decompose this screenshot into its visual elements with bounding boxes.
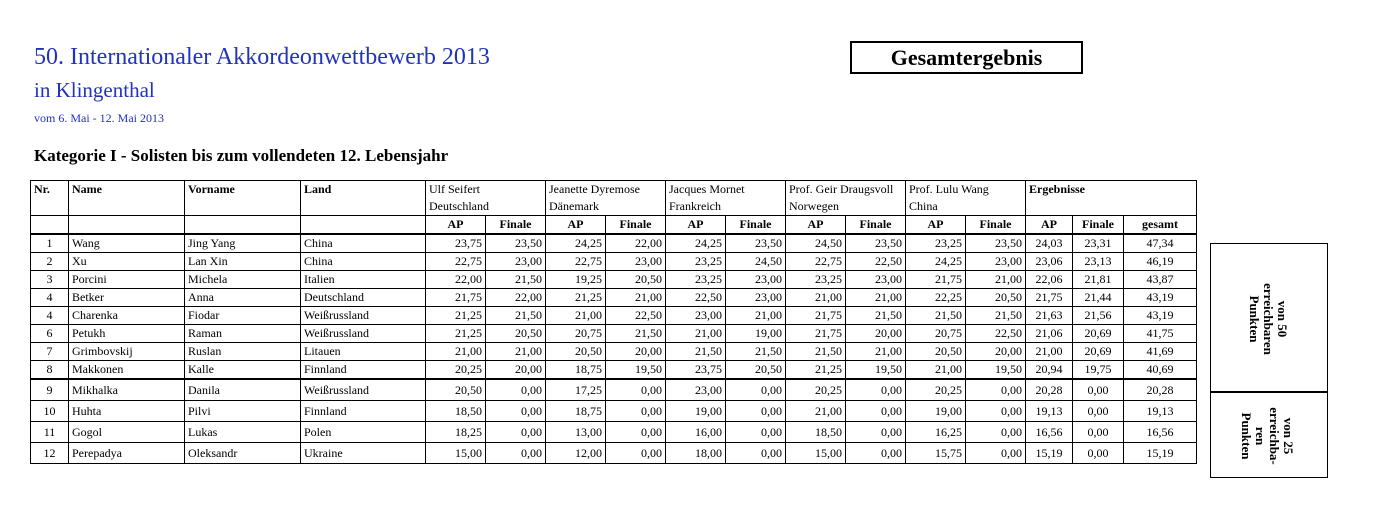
cell-score: 23,25 bbox=[666, 253, 726, 271]
table-row bbox=[31, 422, 1197, 443]
cell-score: 21,00 bbox=[606, 289, 666, 307]
cell-score: 24,25 bbox=[906, 253, 966, 271]
cell-result-finale: 21,56 bbox=[1073, 307, 1124, 325]
cell-score: 0,00 bbox=[726, 443, 786, 464]
cell-nr: 3 bbox=[31, 271, 69, 289]
cell-score: 16,00 bbox=[666, 422, 726, 443]
cell-score: 23,00 bbox=[966, 253, 1026, 271]
cell-score: 17,25 bbox=[546, 379, 606, 401]
cell-score: 21,00 bbox=[786, 401, 846, 422]
cell-result-ap: 16,56 bbox=[1026, 422, 1073, 443]
cell-vorname: Oleksandr bbox=[185, 443, 301, 464]
header-row bbox=[31, 181, 1197, 199]
jury-name: Jacques Mornet bbox=[666, 181, 786, 199]
cell-score: 23,00 bbox=[846, 271, 906, 289]
cell-result-gesamt: 46,19 bbox=[1124, 253, 1197, 271]
cell-nr: 8 bbox=[31, 361, 69, 380]
cell-land: China bbox=[301, 234, 426, 253]
cell-score: 21,75 bbox=[786, 325, 846, 343]
cell-result-gesamt: 40,69 bbox=[1124, 361, 1197, 380]
cell-land: Polen bbox=[301, 422, 426, 443]
subheader-ap: AP bbox=[906, 216, 966, 235]
cell-result-finale: 0,00 bbox=[1073, 379, 1124, 401]
cell-land: Weißrussland bbox=[301, 307, 426, 325]
jury-country: Frankreich bbox=[666, 198, 786, 216]
jury-country: Norwegen bbox=[786, 198, 906, 216]
col-header-vorname: Vorname bbox=[185, 181, 301, 216]
cell-name: Grimbovskij bbox=[69, 343, 185, 361]
cell-score: 23,50 bbox=[846, 234, 906, 253]
cell-result-finale: 0,00 bbox=[1073, 401, 1124, 422]
cell-land: Finnland bbox=[301, 401, 426, 422]
cell-result-gesamt: 15,19 bbox=[1124, 443, 1197, 464]
cell-score: 22,50 bbox=[666, 289, 726, 307]
cell-score: 24,25 bbox=[546, 234, 606, 253]
cell-name: Petukh bbox=[69, 325, 185, 343]
subheader-finale: Finale bbox=[726, 216, 786, 235]
cell-score: 21,00 bbox=[846, 343, 906, 361]
cell-score: 23,00 bbox=[726, 289, 786, 307]
cell-score: 20,00 bbox=[846, 325, 906, 343]
cell-score: 24,25 bbox=[666, 234, 726, 253]
col-header-nr: Nr. bbox=[31, 181, 69, 216]
cell-score: 21,50 bbox=[486, 271, 546, 289]
cell-land: Italien bbox=[301, 271, 426, 289]
table-row bbox=[31, 361, 1197, 380]
cell-score: 21,00 bbox=[966, 271, 1026, 289]
cell-score: 20,50 bbox=[966, 289, 1026, 307]
cell-score: 21,00 bbox=[486, 343, 546, 361]
cell-score: 0,00 bbox=[846, 422, 906, 443]
cell-nr: 4 bbox=[31, 289, 69, 307]
cell-score: 0,00 bbox=[846, 401, 906, 422]
jury-country: Dänemark bbox=[546, 198, 666, 216]
subheader-row bbox=[31, 216, 1197, 235]
cell-score: 19,00 bbox=[906, 401, 966, 422]
cell-score: 21,00 bbox=[786, 289, 846, 307]
cell-name: Betker bbox=[69, 289, 185, 307]
cell-result-ap: 15,19 bbox=[1026, 443, 1073, 464]
cell-result-ap: 19,13 bbox=[1026, 401, 1073, 422]
cell-name: Charenka bbox=[69, 307, 185, 325]
cell-score: 21,75 bbox=[786, 307, 846, 325]
cell-score: 18,50 bbox=[786, 422, 846, 443]
cell-vorname: Jing Yang bbox=[185, 234, 301, 253]
cell-score: 20,50 bbox=[486, 325, 546, 343]
cell-score: 23,25 bbox=[786, 271, 846, 289]
cell-score: 0,00 bbox=[726, 401, 786, 422]
cell-name: Xu bbox=[69, 253, 185, 271]
cell-result-ap: 21,00 bbox=[1026, 343, 1073, 361]
cell-score: 19,00 bbox=[726, 325, 786, 343]
cell-score: 0,00 bbox=[966, 379, 1026, 401]
cell-land: Finnland bbox=[301, 361, 426, 380]
cell-result-finale: 21,81 bbox=[1073, 271, 1124, 289]
cell-score: 19,00 bbox=[666, 401, 726, 422]
subheader-gesamt: gesamt bbox=[1124, 216, 1197, 235]
cell-score: 0,00 bbox=[606, 379, 666, 401]
cell-result-ap: 21,63 bbox=[1026, 307, 1073, 325]
cell-score: 21,50 bbox=[486, 307, 546, 325]
cell-land: Ukraine bbox=[301, 443, 426, 464]
cell-score: 23,25 bbox=[906, 234, 966, 253]
cell-land: Weißrussland bbox=[301, 325, 426, 343]
cell-score: 0,00 bbox=[606, 401, 666, 422]
cell-result-ap: 22,06 bbox=[1026, 271, 1073, 289]
cell-name: Porcini bbox=[69, 271, 185, 289]
cell-score: 21,25 bbox=[426, 325, 486, 343]
cell-result-ap: 20,94 bbox=[1026, 361, 1073, 380]
cell-score: 15,75 bbox=[906, 443, 966, 464]
cell-score: 0,00 bbox=[486, 443, 546, 464]
jury-country: Deutschland bbox=[426, 198, 546, 216]
table-row bbox=[31, 289, 1197, 307]
jury-name: Ulf Seifert bbox=[426, 181, 546, 199]
side-note-finalists bbox=[1210, 243, 1328, 392]
cell-score: 15,00 bbox=[426, 443, 486, 464]
cell-score: 20,50 bbox=[906, 343, 966, 361]
cell-land: Deutschland bbox=[301, 289, 426, 307]
results-header: Ergebnisse bbox=[1026, 181, 1124, 199]
cell-result-ap: 23,06 bbox=[1026, 253, 1073, 271]
subheader-finale: Finale bbox=[846, 216, 906, 235]
cell-score: 0,00 bbox=[726, 422, 786, 443]
cell-score: 0,00 bbox=[966, 422, 1026, 443]
cell-result-finale: 0,00 bbox=[1073, 443, 1124, 464]
cell-result-ap: 24,03 bbox=[1026, 234, 1073, 253]
table-row bbox=[31, 325, 1197, 343]
cell-name: Perepadya bbox=[69, 443, 185, 464]
table-row bbox=[31, 271, 1197, 289]
cell-score: 21,25 bbox=[546, 289, 606, 307]
cell-score: 21,75 bbox=[426, 289, 486, 307]
cell-score: 12,00 bbox=[546, 443, 606, 464]
cell-score: 22,75 bbox=[426, 253, 486, 271]
cell-score: 22,50 bbox=[966, 325, 1026, 343]
cell-score: 20,25 bbox=[906, 379, 966, 401]
cell-score: 19,50 bbox=[606, 361, 666, 380]
cell-score: 20,00 bbox=[606, 343, 666, 361]
cell-result-gesamt: 47,34 bbox=[1124, 234, 1197, 253]
cell-score: 21,00 bbox=[666, 325, 726, 343]
cell-score: 0,00 bbox=[486, 379, 546, 401]
cell-score: 15,00 bbox=[786, 443, 846, 464]
cell-land: Litauen bbox=[301, 343, 426, 361]
cell-result-finale: 20,69 bbox=[1073, 325, 1124, 343]
cell-result-finale: 23,31 bbox=[1073, 234, 1124, 253]
col-header-name: Name bbox=[69, 181, 185, 216]
subheader-ap: AP bbox=[786, 216, 846, 235]
side-note-line: erreichbaren bbox=[1261, 283, 1276, 355]
cell-score: 21,00 bbox=[906, 361, 966, 380]
cell-score: 20,50 bbox=[606, 271, 666, 289]
cell-nr: 4 bbox=[31, 307, 69, 325]
cell-score: 21,00 bbox=[726, 307, 786, 325]
cell-score: 23,25 bbox=[666, 271, 726, 289]
cell-vorname: Lan Xin bbox=[185, 253, 301, 271]
cell-score: 23,00 bbox=[486, 253, 546, 271]
cell-nr: 9 bbox=[31, 379, 69, 401]
cell-nr: 10 bbox=[31, 401, 69, 422]
side-note-non-finalists bbox=[1210, 392, 1328, 478]
cell-vorname: Lukas bbox=[185, 422, 301, 443]
cell-score: 21,25 bbox=[426, 307, 486, 325]
cell-score: 0,00 bbox=[606, 443, 666, 464]
subheader-finale: Finale bbox=[1073, 216, 1124, 235]
cell-vorname: Michela bbox=[185, 271, 301, 289]
cell-vorname: Danila bbox=[185, 379, 301, 401]
cell-name: Gogol bbox=[69, 422, 185, 443]
cell-score: 22,25 bbox=[906, 289, 966, 307]
cell-score: 13,00 bbox=[546, 422, 606, 443]
cell-name: Huhta bbox=[69, 401, 185, 422]
cell-score: 21,50 bbox=[906, 307, 966, 325]
jury-name: Jeanette Dyremose bbox=[546, 181, 666, 199]
cell-result-ap: 21,75 bbox=[1026, 289, 1073, 307]
cell-result-gesamt: 43,87 bbox=[1124, 271, 1197, 289]
table-row bbox=[31, 379, 1197, 401]
cell-result-gesamt: 43,19 bbox=[1124, 289, 1197, 307]
cell-score: 20,25 bbox=[426, 361, 486, 380]
cell-score: 21,25 bbox=[786, 361, 846, 380]
cell-score: 23,00 bbox=[666, 379, 726, 401]
overall-result-badge: Gesamtergebnis bbox=[850, 41, 1083, 74]
cell-score: 0,00 bbox=[846, 443, 906, 464]
cell-score: 20,50 bbox=[546, 343, 606, 361]
cell-vorname: Ruslan bbox=[185, 343, 301, 361]
cell-score: 21,00 bbox=[546, 307, 606, 325]
side-note-finalists-text bbox=[1247, 244, 1290, 394]
table-row bbox=[31, 253, 1197, 271]
cell-nr: 1 bbox=[31, 234, 69, 253]
cell-score: 22,75 bbox=[786, 253, 846, 271]
cell-vorname: Fiodar bbox=[185, 307, 301, 325]
cell-score: 21,50 bbox=[666, 343, 726, 361]
cell-result-ap: 20,28 bbox=[1026, 379, 1073, 401]
side-note-non-finalists-text bbox=[1239, 384, 1296, 488]
cell-vorname: Pilvi bbox=[185, 401, 301, 422]
cell-score: 24,50 bbox=[786, 234, 846, 253]
cell-score: 22,00 bbox=[606, 234, 666, 253]
col-header-land: Land bbox=[301, 181, 426, 216]
cell-score: 18,75 bbox=[546, 401, 606, 422]
side-note-line: von 50 bbox=[1275, 300, 1290, 338]
subheader-blank bbox=[31, 216, 69, 235]
cell-score: 18,50 bbox=[426, 401, 486, 422]
table-row bbox=[31, 307, 1197, 325]
cell-score: 18,00 bbox=[666, 443, 726, 464]
cell-score: 0,00 bbox=[846, 379, 906, 401]
cell-score: 19,50 bbox=[966, 361, 1026, 380]
cell-result-gesamt: 43,19 bbox=[1124, 307, 1197, 325]
jury-name: Prof. Geir Draugsvoll bbox=[786, 181, 906, 199]
cell-score: 0,00 bbox=[966, 401, 1026, 422]
cell-score: 22,50 bbox=[606, 307, 666, 325]
cell-score: 23,00 bbox=[726, 271, 786, 289]
cell-score: 16,25 bbox=[906, 422, 966, 443]
table-row bbox=[31, 234, 1197, 253]
cell-nr: 7 bbox=[31, 343, 69, 361]
cell-land: Weißrussland bbox=[301, 379, 426, 401]
cell-result-finale: 21,44 bbox=[1073, 289, 1124, 307]
results-table bbox=[30, 180, 1197, 464]
cell-result-gesamt: 20,28 bbox=[1124, 379, 1197, 401]
cell-score: 20,00 bbox=[486, 361, 546, 380]
cell-score: 20,50 bbox=[726, 361, 786, 380]
cell-nr: 2 bbox=[31, 253, 69, 271]
cell-result-ap: 21,06 bbox=[1026, 325, 1073, 343]
event-location: in Klingenthal bbox=[34, 78, 155, 102]
side-note-line: erreichba- bbox=[1267, 407, 1282, 465]
cell-score: 20,75 bbox=[906, 325, 966, 343]
cell-score: 23,50 bbox=[486, 234, 546, 253]
cell-score: 0,00 bbox=[486, 422, 546, 443]
cell-result-finale: 19,75 bbox=[1073, 361, 1124, 380]
cell-score: 18,25 bbox=[426, 422, 486, 443]
cell-score: 22,75 bbox=[546, 253, 606, 271]
subheader-blank bbox=[185, 216, 301, 235]
cell-score: 23,00 bbox=[666, 307, 726, 325]
cell-result-finale: 0,00 bbox=[1073, 422, 1124, 443]
cell-score: 0,00 bbox=[486, 401, 546, 422]
cell-score: 24,50 bbox=[726, 253, 786, 271]
cell-score: 0,00 bbox=[726, 379, 786, 401]
event-dates: vom 6. Mai - 12. Mai 2013 bbox=[34, 111, 164, 125]
cell-score: 21,50 bbox=[726, 343, 786, 361]
cell-score: 21,00 bbox=[426, 343, 486, 361]
cell-land: China bbox=[301, 253, 426, 271]
cell-name: Makkonen bbox=[69, 361, 185, 380]
subheader-finale: Finale bbox=[966, 216, 1026, 235]
subheader-ap: AP bbox=[546, 216, 606, 235]
cell-score: 22,00 bbox=[426, 271, 486, 289]
cell-result-gesamt: 19,13 bbox=[1124, 401, 1197, 422]
cell-score: 21,50 bbox=[966, 307, 1026, 325]
subheader-finale: Finale bbox=[606, 216, 666, 235]
cell-score: 23,50 bbox=[966, 234, 1026, 253]
table-row bbox=[31, 343, 1197, 361]
subheader-ap: AP bbox=[666, 216, 726, 235]
cell-nr: 6 bbox=[31, 325, 69, 343]
side-note-line: ren bbox=[1253, 426, 1268, 446]
jury-country: China bbox=[906, 198, 1026, 216]
subheader-ap: AP bbox=[1026, 216, 1073, 235]
cell-score: 20,25 bbox=[786, 379, 846, 401]
side-note-line: von 25 bbox=[1281, 417, 1296, 455]
cell-score: 23,75 bbox=[426, 234, 486, 253]
cell-score: 20,00 bbox=[966, 343, 1026, 361]
cell-result-finale: 23,13 bbox=[1073, 253, 1124, 271]
cell-nr: 11 bbox=[31, 422, 69, 443]
results-header-blank bbox=[1124, 181, 1197, 199]
cell-name: Wang bbox=[69, 234, 185, 253]
cell-result-gesamt: 41,75 bbox=[1124, 325, 1197, 343]
cell-score: 19,50 bbox=[846, 361, 906, 380]
subheader-blank bbox=[301, 216, 426, 235]
cell-vorname: Anna bbox=[185, 289, 301, 307]
cell-result-gesamt: 41,69 bbox=[1124, 343, 1197, 361]
side-note-line: Punkten bbox=[1239, 412, 1254, 460]
cell-vorname: Raman bbox=[185, 325, 301, 343]
cell-score: 20,75 bbox=[546, 325, 606, 343]
cell-score: 21,50 bbox=[786, 343, 846, 361]
results-header-blank bbox=[1026, 198, 1197, 216]
subheader-ap: AP bbox=[426, 216, 486, 235]
jury-name: Prof. Lulu Wang bbox=[906, 181, 1026, 199]
cell-score: 23,00 bbox=[606, 253, 666, 271]
cell-score: 23,50 bbox=[726, 234, 786, 253]
table-row bbox=[31, 401, 1197, 422]
cell-score: 22,00 bbox=[486, 289, 546, 307]
cell-result-gesamt: 16,56 bbox=[1124, 422, 1197, 443]
cell-score: 21,50 bbox=[606, 325, 666, 343]
cell-score: 23,75 bbox=[666, 361, 726, 380]
cell-nr: 12 bbox=[31, 443, 69, 464]
subheader-blank bbox=[69, 216, 185, 235]
event-title: 50. Internationaler Akkordeonwettbewerb 2013 bbox=[34, 44, 490, 70]
cell-score: 20,50 bbox=[426, 379, 486, 401]
cell-result-finale: 20,69 bbox=[1073, 343, 1124, 361]
cell-vorname: Kalle bbox=[185, 361, 301, 380]
cell-score: 21,75 bbox=[906, 271, 966, 289]
category-heading: Kategorie I - Solisten bis zum vollendeten 12. Lebensjahr bbox=[34, 146, 449, 165]
subheader-finale: Finale bbox=[486, 216, 546, 235]
cell-score: 21,50 bbox=[846, 307, 906, 325]
side-note-line: Punkten bbox=[1247, 295, 1262, 343]
cell-score: 19,25 bbox=[546, 271, 606, 289]
cell-score: 21,00 bbox=[846, 289, 906, 307]
cell-name: Mikhalka bbox=[69, 379, 185, 401]
cell-score: 0,00 bbox=[606, 422, 666, 443]
table-row bbox=[31, 443, 1197, 464]
cell-score: 22,50 bbox=[846, 253, 906, 271]
cell-score: 0,00 bbox=[966, 443, 1026, 464]
cell-score: 18,75 bbox=[546, 361, 606, 380]
